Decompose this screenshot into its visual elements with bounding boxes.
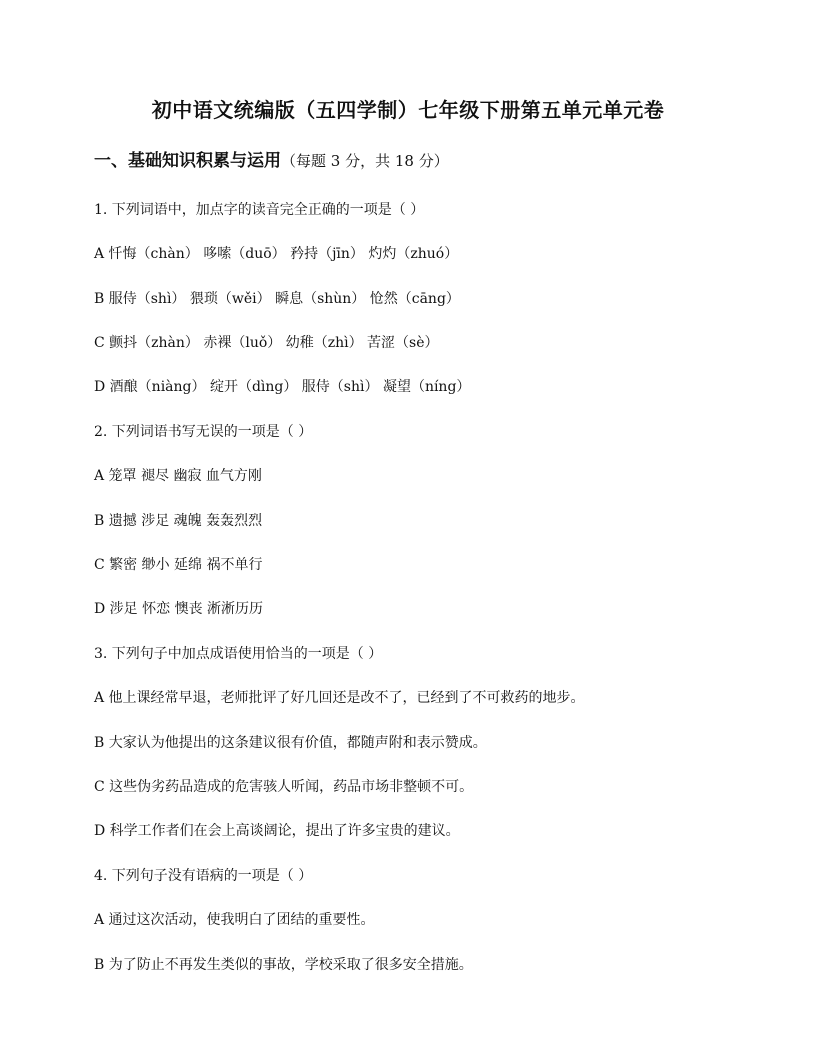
q2-option-d: D 涉足 怀恋 懊丧 淅淅历历: [94, 601, 264, 617]
question-2: 2. 下列词语书写无误的一项是（ ）: [94, 424, 313, 440]
q1-option-a: A 忏悔（chàn） 哆嗦（duō） 矜持（jīn） 灼灼（zhuó）: [94, 246, 459, 262]
question-3: 3. 下列句子中加点成语使用恰当的一项是（ ）: [94, 646, 383, 662]
question-4: 4. 下列句子没有语病的一项是（ ）: [94, 868, 313, 884]
q1-option-b: B 服侍（shì） 猥琐（wěi） 瞬息（shùn） 怆然（cāng）: [94, 291, 460, 307]
q3-option-b: B 大家认为他提出的这条建议很有价值，都随声附和表示赞成。: [94, 735, 487, 751]
q1-option-d: D 酒酿（niàng） 绽开（dìng） 服侍（shì） 凝望（níng）: [94, 379, 471, 395]
document-title: 初中语文统编版（五四学制）七年级下册第五单元单元卷: [151, 98, 665, 122]
q2-option-c: C 繁密 缈小 延绵 祸不单行: [94, 557, 263, 573]
q4-option-a: A 通过这次活动，使我明白了团结的重要性。: [94, 912, 375, 928]
q4-option-b: B 为了防止不再发生类似的事故，学校采取了很多安全措施。: [94, 957, 473, 973]
q3-option-a: A 他上课经常早退，老师批评了好几回还是改不了，已经到了不可救药的地步。: [94, 690, 585, 706]
q2-option-a: A 笼罩 褪尽 幽寂 血气方刚: [94, 468, 262, 484]
q3-option-c: C 这些伪劣药品造成的危害骇人听闻，药品市场非整顿不可。: [94, 779, 474, 795]
q1-option-c: C 颤抖（zhàn） 赤裸（luǒ） 幼稚（zhì） 苦涩（sè）: [94, 335, 439, 351]
section-heading-text: 一、基础知识积累与运用: [94, 151, 281, 171]
question-1: 1. 下列词语中，加点字的读音完全正确的一项是（ ）: [94, 202, 425, 218]
section-score-note: （每题 3 分，共 18 分）: [281, 152, 449, 170]
q3-option-d: D 科学工作者们在会上高谈阔论，提出了许多宝贵的建议。: [94, 823, 460, 839]
q2-option-b: B 遗撼 涉足 魂魄 轰轰烈烈: [94, 513, 263, 529]
section-heading: [94, 148, 449, 174]
